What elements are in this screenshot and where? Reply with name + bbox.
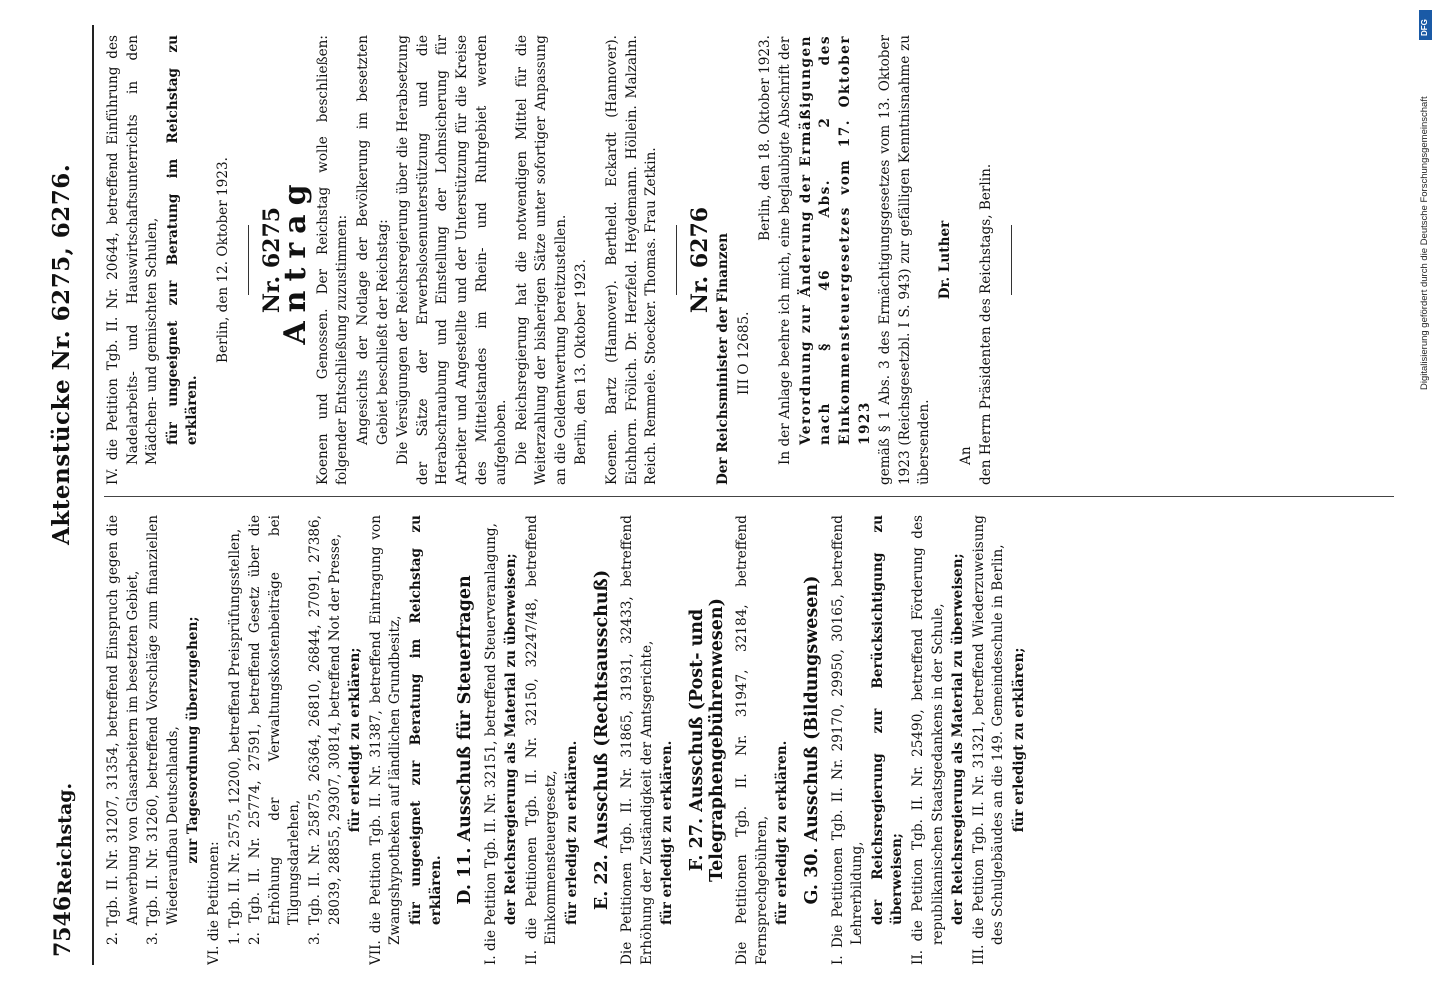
separator-rule [1011,225,1012,295]
petition-item: III. die Petition Tgb. II. Nr. 31321, betreffend Wiederzuweisung des Schulgebäudes an die 149. Gemeindeschule in Berlin, [970,515,1007,965]
document-number: Nr. 6276 [686,206,713,314]
verordnung-title: Verordnung zur Änderung der Ermäßigungen nach § 46 Abs. 2 des Einkommensteuergesetzes vom 17. Oktober 1923 [797,35,873,445]
resolution-text: der Reichsregierung zur Berücksichtigung zu überweisen; [869,515,906,925]
resolution-text: für erledigt zu erklären; [347,647,364,833]
dfg-logo: DFG [1419,10,1432,40]
reichstag-label: Reichstag. [54,782,76,895]
reference-number: III O 12685. [736,311,753,395]
sender-title: Der Reichsminister der Finanzen [715,232,732,485]
antrag-paragraph: Die Reichsregierung hat die notwendigen Mittel für die Weiterzahlung der bisherigen Sätze unter sofortiger Anpassung an die Geldentwertung bereitzustellen. [513,35,569,485]
column-divider [104,496,1394,497]
document-page [30,25,1410,965]
resolution-text: für erledigt zu erklären; [1010,647,1027,833]
addressee: den Herrn Präsidenten des Reichstags, Berlin. [978,163,995,485]
signatories: Koenen. Bartz (Hannover). Bertheld. Eckardt (Hannover). Eichhorn. Frölich. Dr. Herzfeld. Heydemann. Höllein. Malzahn. Reich. Remmele. Stoecker. Thomas. Frau Zetkin. [604,35,660,485]
petition-item: I. die Petition Tgb. II. Nr. 32151, betreffend Steuerveranlagung, [482,523,499,965]
petition-item: IV. die Petition Tgb. II. Nr. 20644, betreffend Einführung des Nadelarbeits- und Hauswirtschaftsunterrichts in den Mädchen- und gemischten Schulen, [105,35,161,485]
resolution-text: zur Tagesordnung überzugehen; [185,616,202,864]
page-number: 7546 [50,895,76,957]
date-line: Berlin, den 13. Oktober 1923. [573,259,590,465]
petition-item: II. die Petitionen Tgb. II. Nr. 32150, 32247/48, betreffend Einkommensteuergesetz, [523,515,560,965]
petition-item: 2. Tgb. II. Nr. 31207, 31354, betreffend Einspruch gegen die Anwerbung von Glasarbeitern im besetzten Gebiet, [105,515,141,945]
page-header [30,25,90,965]
resolution-text: für erledigt zu erklären. [564,740,581,925]
signature: Dr. Luther [936,220,953,300]
resolution-text: der Reichsregierung als Material zu überweisen; [950,553,967,925]
petition-item: 3. Tgb. II. Nr. 31260, betreffend Vorschläge zum finanziellen Wiederaufbau Deutschlands, [145,515,181,945]
date-line: Berlin, den 12. Oktober 1923. [214,157,231,363]
section-heading-e: E. 22. Ausschuß (Rechtsausschuß) [591,569,612,911]
resolution-text: für ungeeignet zur Beratung im Reichstag zu erklären. [407,515,444,925]
antrag-intro: Koenen und Genossen. Der Reichstag wolle beschließen: folgender Entschließung zuzustimmen: [314,35,351,485]
right-column [104,35,1394,485]
letter-body: gemäß § 1 Abs. 3 des Ermächtigungsgesetzes vom 13. Oktober 1923 (Reichsgesetzbl. I S. 943) zur gefälligen Kenntnisnahme zu übersenden. [877,35,933,485]
document-number: Nr. 6275 [258,206,285,314]
petition-item: I. Die Petitionen Tgb. II. Nr. 29170, 29950, 30165, betreffend Lehrerbildung, [829,515,866,965]
header-rule [92,25,94,965]
section-vi-title: VI. die Petitionen: [205,841,222,965]
petition-item: 1. Tgb. II. Nr. 2575, 12200, betreffend Preisprüfungsstellen, [226,528,243,945]
antrag-paragraph: Angesichts der Notlage der Bevölkerung im besetzten Gebiet beschließt der Reichstag: [354,35,391,445]
letter-intro: In der Anlage beehre ich mich, eine beglaubigte Abschrift der [777,36,794,465]
antrag-heading: Antrag [278,175,314,345]
section-heading-f: F. 27. Ausschuß (Post- und Telegraphengebührenwesen) [687,598,727,882]
resolution-text: für erledigt zu erklären. [774,740,791,925]
address-an: An [957,446,974,465]
petition-item: VII. die Petition Tgb. II. Nr. 31387, betreffend Eintragung von Zwangshypotheken auf ländlichen Grundbesitz, [367,515,404,965]
resolution-text: für ungeeignet zur Beratung im Reichstag zu erklären. [164,35,201,445]
resolution-text: für erledigt zu erklären. [659,740,676,925]
separator-rule [676,225,677,295]
resolution-text: der Reichsregierung als Material zu überweisen; [503,553,520,925]
petition-text: Die Petitionen Tgb. II. Nr. 31865, 31931, 32433, betreffend Erhöhung der Zuständigkeit der Amtsgerichte, [619,515,655,965]
petition-item: 2. Tgb. II. Nr. 25774, 27591, betreffend Gesetz über die Erhöhung der Verwaltungskostenbeiträge bei Tilgungsdarlehen, [247,515,303,945]
date-line: Berlin, den 18. Oktober 1923. [756,35,773,241]
section-heading-d: D. 11. Ausschuß für Steuerfragen [455,575,476,905]
document-title: Aktenstücke Nr. 6275, 6276. [48,163,75,545]
digitization-imprint: Digitalisierung gefördert durch die Deutsche Forschungsgemeinschaft [1419,96,1430,390]
petition-item: II. die Petition Tgb. II. Nr. 25490, betreffend Förderung des republikanischen Staatsgedankens in der Schule, [909,515,946,965]
petition-text: Die Petitionen Tgb. II. Nr. 31947, 32184, betreffend Fernsprechgebühren, [734,515,770,965]
antrag-paragraph: Die Versügungen der Reichsregierung über die Herabsetzung der Sätze der Erwerbslosenunterstützung und die Herabschraubung und Einstellung der Lohnsicherung für Arbeiter und Angestellte und der Unterstützung für die Kreise des Mittelstandes im Rhein- und Ruhrgebiet werden aufgehoben. [395,35,510,485]
separator-rule [248,225,249,295]
section-heading-g: G. 30. Ausschuß (Bildungswesen) [802,575,822,905]
petition-item: 3. Tgb. II. Nr. 25875, 26364, 26810, 26844, 27091, 27386, 28039, 28855, 29307, 30814, betreffend Not der Presse, [306,515,343,945]
left-column [104,515,1394,965]
